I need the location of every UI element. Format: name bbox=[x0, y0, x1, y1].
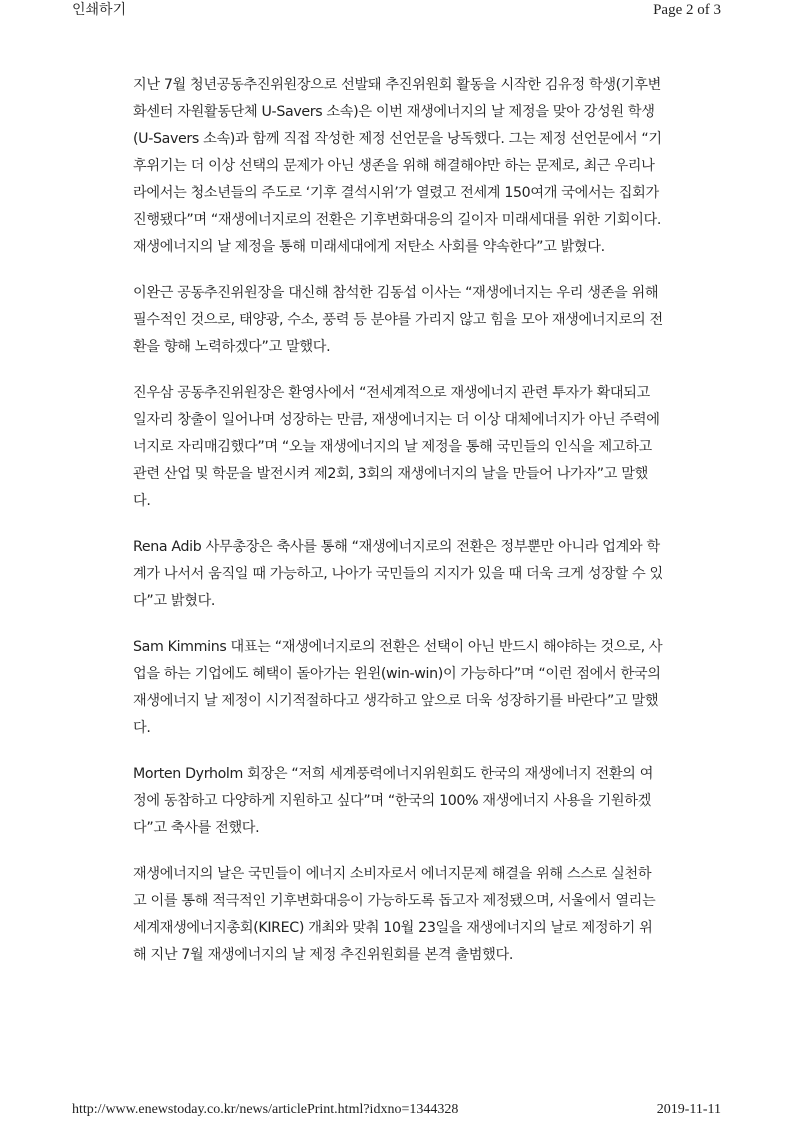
print-label: 인쇄하기 bbox=[72, 2, 127, 18]
article-paragraph: Rena Adib 사무총장은 축사를 통해 “재생에너지로의 전환은 정부뿐만 아니라 업계와 학계가 나서서 움직일 때 가능하고, 나아가 국민들의 지지가 있을 때 더욱 크게 성장할 수 있다”고 밝혔다. bbox=[133, 539, 663, 609]
article-paragraph: Morten Dyrholm 회장은 “저희 세계풍력에너지위원회도 한국의 재생에너지 전환의 여정에 동참하고 다양하게 지원하고 싶다”며 “한국의 100% 재생에너지 사용을 기원하겠다”고 축사를 전했다. bbox=[133, 766, 654, 836]
article-paragraph: 이완근 공동추진위원장을 대신해 참석한 김동섭 이사는 “재생에너지는 우리 생존을 위해 필수적인 것으로, 태양광, 수소, 풍력 등 분야를 가리지 않고 힘을 모아 재생에너지로의 전환을 향해 노력하겠다”고 말했다. bbox=[133, 285, 663, 355]
print-date: 2019-11-11 bbox=[656, 1102, 721, 1117]
article-paragraph: 진우삼 공동추진위원장은 환영사에서 “전세계적으로 재생에너지 관련 투자가 확대되고 일자리 창출이 일어나며 성장하는 만큼, 재생에너지는 더 이상 대체에너지가 아닌 주력에너지로 자리매김했다”며 “오늘 재생에너지의 날 제정을 통해 국민들의 인식을 제고하고 관련 산업 및 학문을 발전시켜 제2회, 3회의 재생에너지의 날을 만들어 나가자”고 말했다. bbox=[133, 385, 660, 509]
article-body bbox=[133, 72, 663, 988]
source-url: http://www.enewstoday.co.kr/news/articlePrint.html?idxno=1344328 bbox=[72, 1102, 459, 1117]
article-paragraph: 재생에너지의 날은 국민들이 에너지 소비자로서 에너지문제 해결을 위해 스스로 실천하고 이를 통해 적극적인 기후변화대응이 가능하도록 돕고자 제정됐으며, 서울에서 열리는 세계재생에너지총회(KIREC) 개최와 맞춰 10월 23일을 재생에너지의 날로 제정하기 위해 지난 7월 재생에너지의 날 제정 추진위원회를 본격 출범했다. bbox=[133, 866, 656, 963]
article-paragraph: 지난 7월 청년공동추진위원장으로 선발돼 추진위원회 활동을 시작한 김유정 학생(기후변화센터 자원활동단체 U-Savers 소속)은 이번 재생에너지의 날 제정을 맞아 강성원 학생(U-Savers 소속)과 함께 직접 작성한 제정 선언문을 낭독했다. 그는 제정 선언문에서 “기후위기는 더 이상 선택의 문제가 아닌 생존을 위해 해결해야만 하는 문제로, 최근 우리나라에서는 청소년들의 주도로 ‘기후 결석시위’가 열렸고 전세계 150여개 국에서는 집회가 진행됐다”며 “재생에너지로의 전환은 기후변화대응의 길이자 미래세대를 위한 기회이다. 재생에너지의 날 제정을 통해 미래세대에게 저탄소 사회를 약속한다”고 밝혔다. bbox=[133, 77, 662, 255]
page-indicator: Page 2 of 3 bbox=[653, 2, 721, 18]
article-paragraph: Sam Kimmins 대표는 “재생에너지로의 전환은 선택이 아닌 반드시 해야하는 것으로, 사업을 하는 기업에도 혜택이 돌아가는 윈윈(win-win)이 가능하다”며 “이런 점에서 한국의 재생에너지 날 제정이 시기적절하다고 생각하고 앞으로 더욱 성장하기를 바란다”고 말했다. bbox=[133, 639, 663, 736]
